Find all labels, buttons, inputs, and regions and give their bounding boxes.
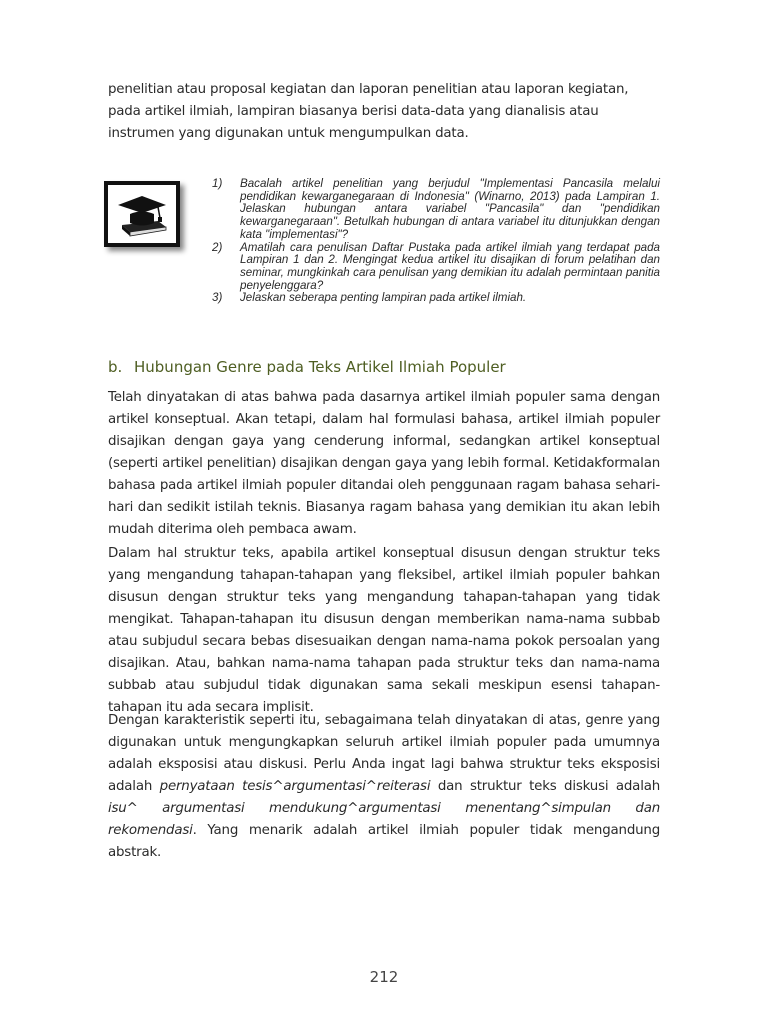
body-paragraph: Telah dinyatakan di atas bahwa pada dasarnya artikel ilmiah populer sama dengan artikel konseptual. Akan tetapi, dalam hal formulasi bahasa, artikel ilmiah populer disajikan dengan gaya yang cenderung informal, sedangkan artikel konseptual (seperti artikel penelitian) disajikan dengan gaya yang lebih formal. Ketidakformalan bahasa pada artikel ilmiah populer ditandai oleh penggunaan ragam bahasa sehari-hari dan sedikit istilah teknis. Biasanya ragam bahasa yang demikian itu akan lebih mudah diterima oleh pembaca awam. <box>108 390 660 537</box>
task-item <box>212 292 660 305</box>
intro-paragraph: penelitian atau proposal kegiatan dan laporan penelitian atau laporan kegiatan, pada artikel ilmiah, lampiran biasanya berisi data-data yang dianalisis atau instrumen yang digunakan untuk mengumpulkan data. <box>108 82 629 141</box>
text-run: . Yang menarik adalah artikel ilmiah populer tidak mengandung abstrak. <box>108 823 660 860</box>
task-list <box>212 178 660 305</box>
body-paragraph <box>108 710 660 864</box>
task-number: 2) <box>212 240 223 254</box>
task-number: 1) <box>212 177 223 190</box>
task-item <box>212 178 660 242</box>
section-heading <box>108 358 506 376</box>
graduation-cap-book-icon <box>104 181 180 247</box>
task-text: Amatilah cara penulisan Daftar Pustaka pada artikel ilmiah yang terdapat pada Lampiran 1 dan 2. Mengingat kedua artikel itu disajikan di forum pelatihan dan seminar, mungkinkah cara penulisan yang demikian itu adalah permintaan panitia penyelenggara? <box>240 240 660 292</box>
italic-term: isu^ argumentasi mendukung^argumentasi menentang^simpulan dan rekomendasi <box>108 801 660 838</box>
italic-term: pernyataan tesis^argumentasi^reiterasi <box>159 779 431 794</box>
task-text: Jelaskan seberapa penting lampiran pada artikel ilmiah. <box>240 291 527 305</box>
body-paragraph: Dalam hal struktur teks, apabila artikel konseptual disusun dengan struktur teks yang mengandung tahapan-tahapan yang fleksibel, artikel ilmiah populer bahkan disusun dengan struktur teks yang mengandung tahapan-tahapan yang tidak mengikat. Tahapan-tahapan itu disusun dengan memberikan nama-nama subbab atau subjudul secara bebas disesuaikan dengan nama-nama pokok persoalan yang disajikan. Atau, bahkan nama-nama tahapan pada struktur teks dan nama-nama subbab atau subjudul tidak digunakan sama sekali meskipun esensi tahapan-tahapan itu ada secara implisit. <box>108 546 660 715</box>
task-number: 3) <box>212 291 223 305</box>
section-title: Hubungan Genre pada Teks Artikel Ilmiah Populer <box>134 358 506 376</box>
text-run: dan struktur teks diskusi adalah <box>430 779 661 794</box>
text-run: Dengan karakteristik seperti itu, sebagaimana telah dinyatakan di atas, genre yang digunakan untuk mengungkapkan seluruh artikel ilmiah populer pada umumnya adalah eksposisi atau diskusi. Perlu Anda ingat lagi bahwa struktur teks eksposisi adalah <box>108 713 660 794</box>
task-text: Bacalah artikel penelitian yang berjudul "Implementasi Pancasila melalui pendidikan kewarganegaraan di Indonesia" (Winarno, 2013) pada Lampiran 1. Jelaskan hubungan antara variabel "Pancasila" dan "pendidikan kewarganegaraan". Betulkah hubungan di antara variabel itu ditunjukkan dengan kata "implementasi"? <box>240 177 660 241</box>
page-number: 212 <box>369 968 399 986</box>
task-item <box>212 242 660 293</box>
section-letter: b. <box>108 358 123 376</box>
